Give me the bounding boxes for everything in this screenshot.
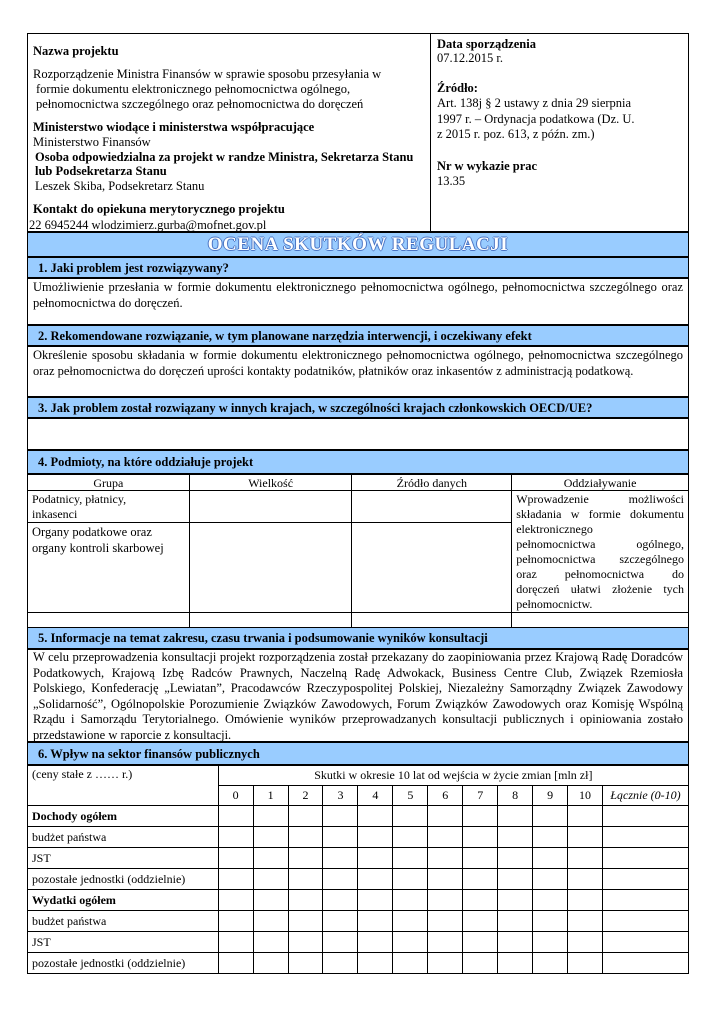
source-line: Art. 138j § 2 ustawy z dnia 29 sierpnia (437, 96, 632, 110)
table-row (28, 806, 689, 827)
impact-line: Wprowadzenie możliwości (516, 492, 684, 506)
group-name-line: inkasenci (32, 507, 78, 521)
group-name-line: Organy podatkowe oraz (32, 525, 152, 539)
responsible-person-label: Osoba odpowiedzialna za projekt w randze Ministra, Sekretarza Stanu (35, 150, 414, 164)
table-row (28, 491, 689, 523)
section-2-heading: 2. Rekomendowane rozwiązanie, w tym planowane narzędzia interwencji, i oczekiwany efekt (27, 325, 689, 346)
row-label: Dochody ogółem (28, 806, 219, 827)
row-label: pozostałe jednostki (oddzielnie) (28, 953, 219, 974)
row-label: pozostałe jednostki (oddzielnie) (28, 869, 219, 890)
size-cell (189, 491, 352, 523)
year-header: 3 (323, 786, 358, 806)
project-name-line: Rozporządzenie Ministra Finansów w sprawie sposobu przesyłania w (33, 67, 382, 81)
group-name-line: organy kontroli skarbowej (32, 541, 164, 555)
section-1-heading: 1. Jaki problem jest rozwiązywany? (27, 257, 689, 278)
total-header: Łącznie (0-10) (602, 786, 688, 806)
year-header: 1 (253, 786, 288, 806)
table-header-row (28, 475, 689, 491)
date-value: 07.12.2015 r. (437, 51, 503, 65)
section-5-heading: 5. Informacje na temat zakresu, czasu trwania i podsumowanie wyników konsultacji (27, 627, 689, 649)
public-finance-table (27, 765, 689, 974)
section-1-text: Umożliwienie przesłania w formie dokumentu elektronicznego pełnomocnictwa ogólnego, pełnomocnictwa szczególnego oraz pełnomocnictwa do doręczeń. (33, 280, 683, 310)
table-row (28, 827, 689, 848)
responsible-person: Leszek Skiba, Podsekretarz Stanu (35, 179, 205, 193)
row-label: budżet państwa (28, 827, 219, 848)
section-3-body (27, 418, 689, 450)
source-label: Źródło: (437, 81, 478, 95)
impact-line: pełnomocnictw. (516, 597, 593, 611)
date-label: Data sporządzenia (437, 37, 536, 51)
group-cell (28, 523, 190, 613)
section-2-body (27, 346, 689, 397)
table-row (28, 932, 689, 953)
effects-header: Skutki w okresie 10 lat od wejścia w życie zmian [mln zł] (218, 766, 688, 786)
section-4-heading: 4. Podmioty, na które oddziałuje projekt (27, 450, 689, 474)
stakeholders-table (27, 474, 689, 629)
section-6-heading: 6. Wpływ na sektor finansów publicznych (27, 742, 689, 765)
row-label: Wydatki ogółem (28, 890, 219, 911)
section-5-text: W celu przeprowadzenia konsultacji projekt rozporządzenia został przekazany do zaopiniowania przez Krajową Radę Doradców Podatkowych, Krajową Izbę Radców Prawnych, Naczelną Radę Adwokack, Business Centre Club, Związek Rzemiosła Polskiego, Konfederację „Lewiatan”, Pracodawców Rzeczypospolitej Polskiej, Niezależny Samorządny Związek Zawodowy „Solidarność”, Ogólnopolskie Porozumienie Związków Zawodowych, Forum Związków Zawodowych oraz Komisję Wspólną Rządu i Samorządu Terytorialnego. Omówienie wyników przeprowadzanych konsultacji publicznych i opiniowania zostało przedstawione w raporcie z konsultacji. (33, 650, 683, 742)
source-line: 1997 r. – Ordynacja podatkowa (Dz. U. (437, 112, 635, 126)
prices-cell: (ceny stałe z …… r.) (28, 766, 219, 806)
table-row (28, 869, 689, 890)
table-row (28, 890, 689, 911)
year-header: 6 (428, 786, 463, 806)
ministries-label: Ministerstwo wiodące i ministerstwa współpracujące (33, 120, 315, 134)
column-header: Wielkość (189, 475, 352, 491)
group-cell (28, 491, 190, 523)
year-header: 7 (463, 786, 498, 806)
size-cell (189, 523, 352, 613)
row-label: JST (28, 932, 219, 953)
table-row (28, 953, 689, 974)
table-row (28, 911, 689, 932)
year-header: 8 (498, 786, 533, 806)
group-name-line: Podatnicy, płatnicy, (32, 492, 127, 506)
year-header: 10 (568, 786, 603, 806)
project-name-line: pełnomocnictwa szczególnego oraz pełnomocnictwa do doręczeń (36, 97, 364, 111)
row-label: budżet państwa (28, 911, 219, 932)
table-header-row (28, 766, 689, 786)
impact-line: oraz pełnomocnictwa do (516, 567, 684, 581)
year-header: 5 (393, 786, 428, 806)
document-title: OCENA SKUTKÓW REGULACJI (27, 232, 689, 257)
year-header: 0 (218, 786, 253, 806)
work-list-label: Nr w wykazie prac (437, 159, 538, 173)
data-source-cell (352, 491, 512, 523)
data-source-cell (352, 523, 512, 613)
work-list-number: 13.35 (437, 174, 466, 188)
year-header: 4 (358, 786, 393, 806)
project-name-line: formie dokumentu elektronicznego pełnomocnictwa ogólnego, (36, 82, 351, 96)
contact-label: Kontakt do opiekuna merytorycznego projektu (33, 202, 285, 216)
section-5-body (27, 649, 689, 742)
column-header: Źródło danych (352, 475, 512, 491)
impact-cell (512, 491, 689, 613)
year-header: 9 (533, 786, 568, 806)
source-line: z 2015 r. poz. 613, z późn. zm.) (437, 127, 595, 141)
impact-line: pełnomocnictwa ogólnego, (516, 537, 684, 551)
contact: 22 6945244 wlodzimierz.gurba@mofnet.gov.pl (29, 218, 267, 232)
impact-line: składania w formie dokumentu (516, 507, 684, 521)
section-1-body (27, 278, 689, 325)
column-header: Grupa (28, 475, 190, 491)
section-3-heading: 3. Jak problem został rozwiązany w innych krajach, w szczególności krajach członkowskich OECD/UE? (27, 397, 689, 418)
column-header: Oddziaływanie (512, 475, 689, 491)
responsible-person-label: lub Podsekretarza Stanu (35, 164, 167, 178)
year-header: 2 (288, 786, 323, 806)
section-2-text: Określenie sposobu składania w formie dokumentu elektronicznego pełnomocnictwa ogólnego, pełnomocnictwa szczególnego oraz pełnomocnictwa do doręczeń uprości kontakty podatników, płatników oraz inkasentów z administracją podatkową. (33, 348, 683, 378)
impact-line: doręczeń ułatwi złożenie tych (516, 582, 684, 596)
impact-line: elektronicznego (516, 522, 593, 536)
impact-line: pełnomocnictwa szczególnego (516, 552, 684, 566)
project-name-label: Nazwa projektu (33, 44, 119, 58)
row-label: JST (28, 848, 219, 869)
header-divider (430, 33, 431, 232)
ministry: Ministerstwo Finansów (33, 135, 151, 149)
table-row (28, 848, 689, 869)
